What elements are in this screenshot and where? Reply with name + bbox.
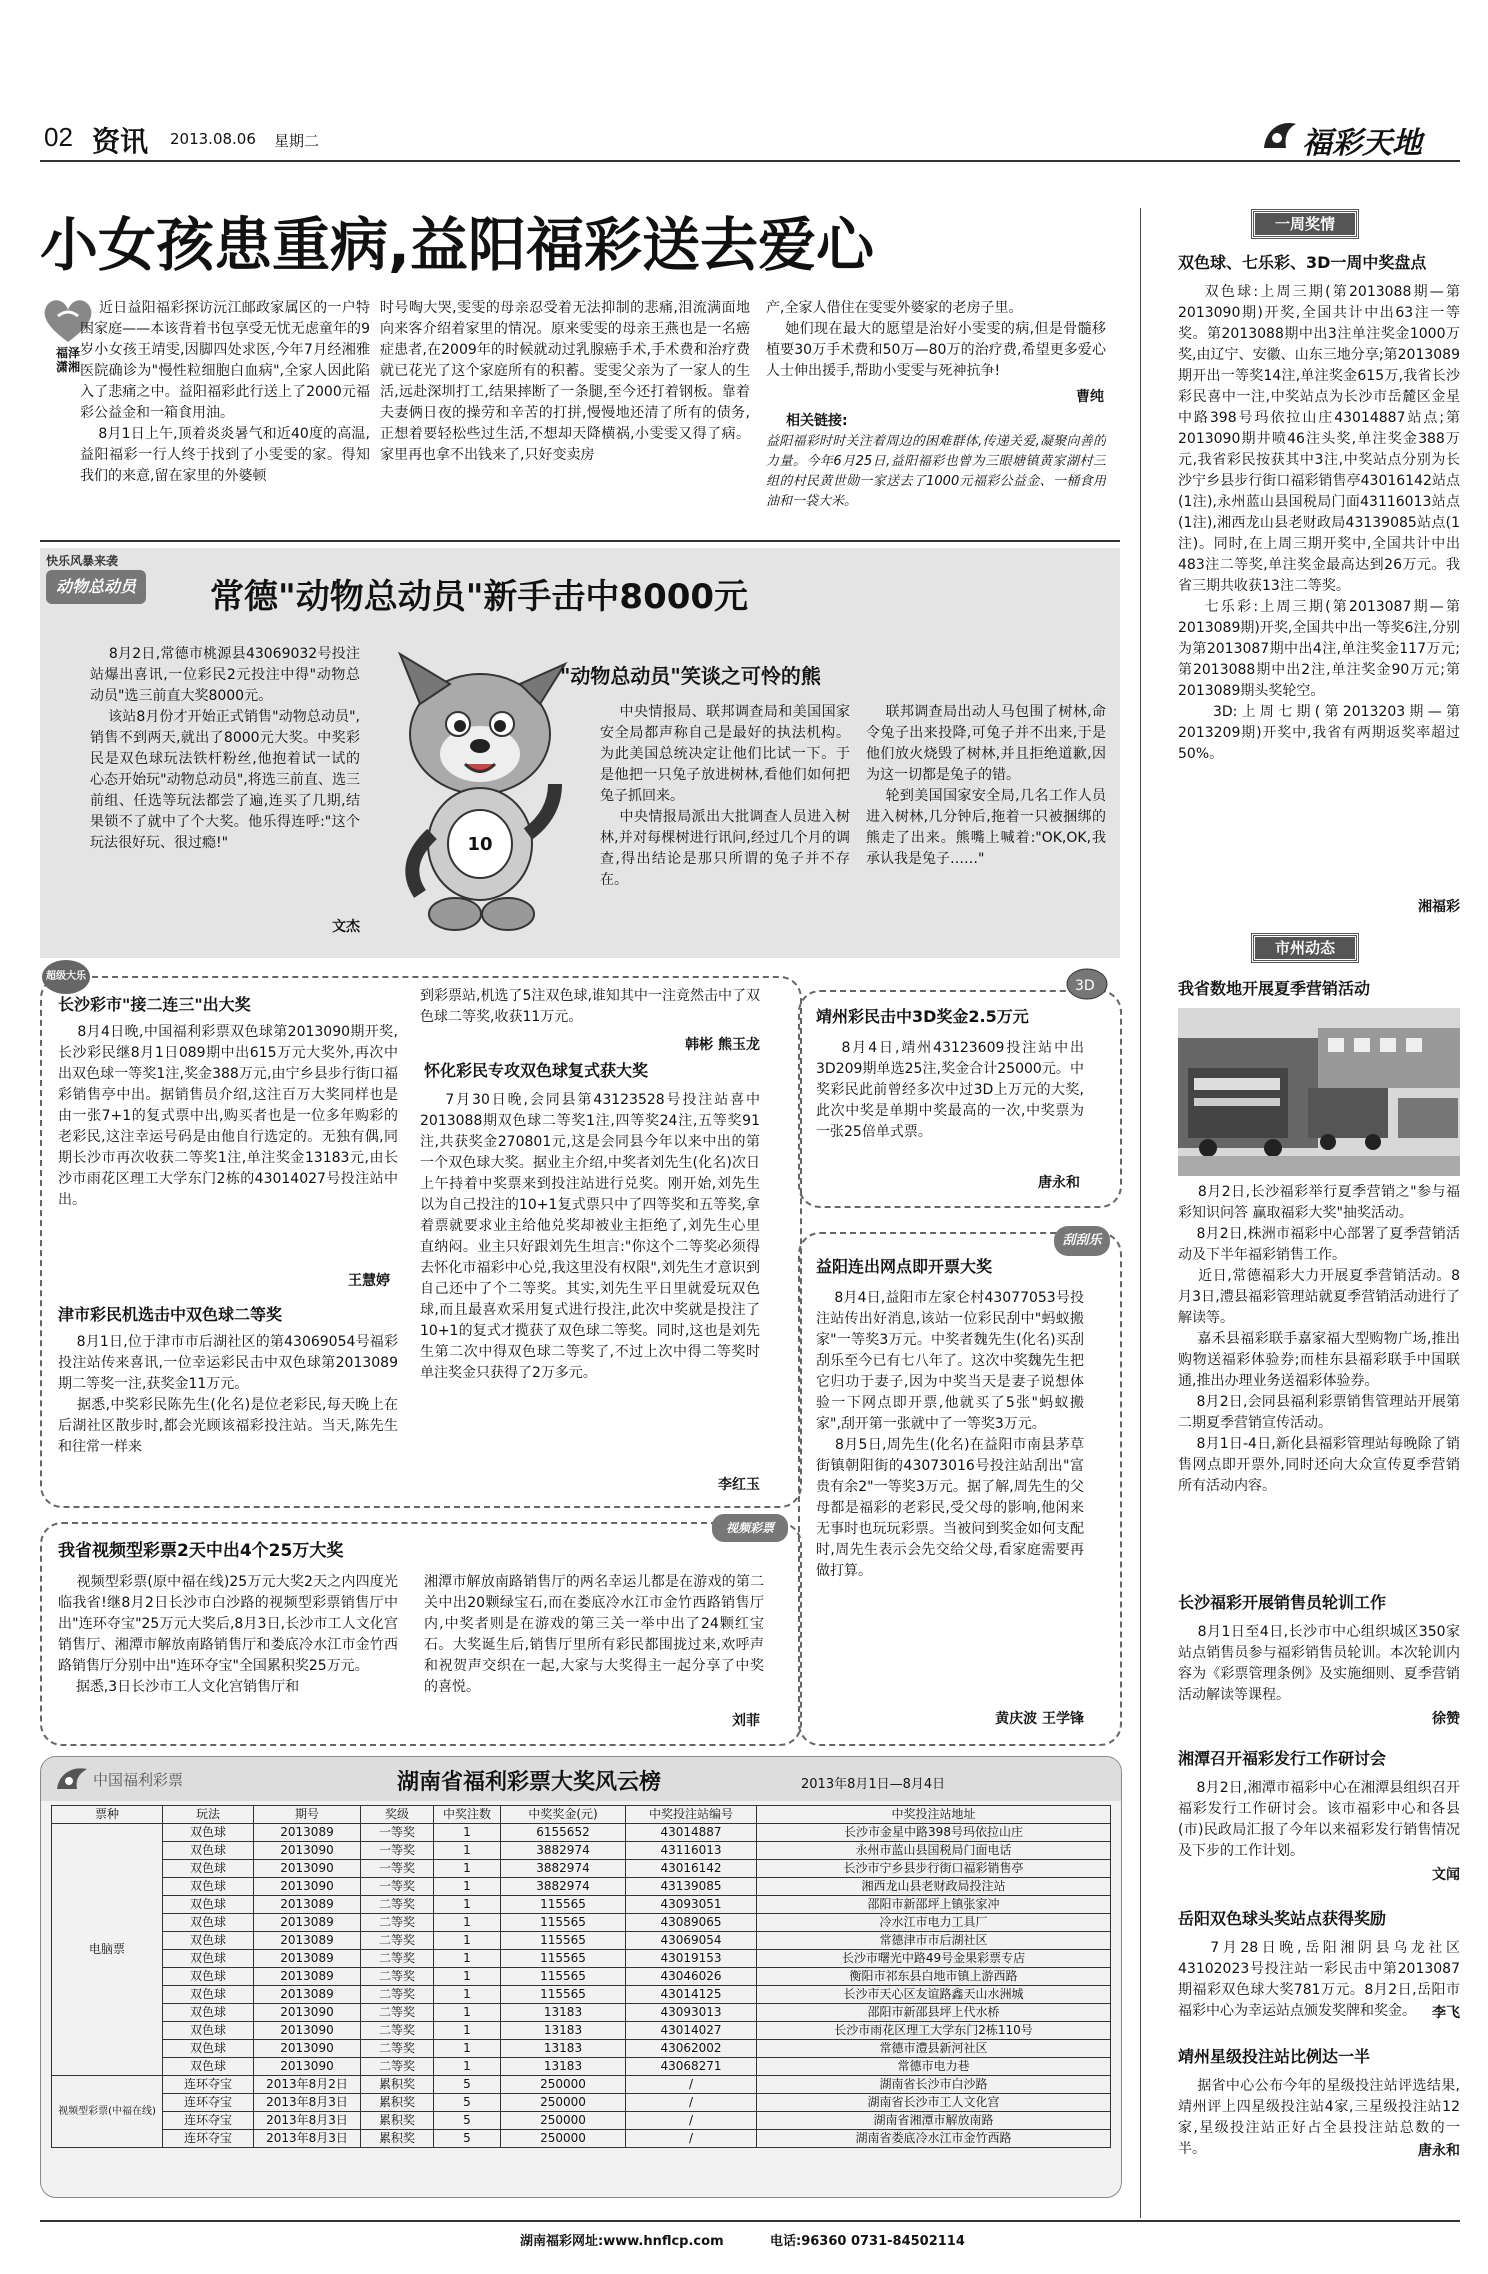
- page-header: [40, 118, 1460, 161]
- table-cell: 2013090: [254, 2004, 361, 2022]
- table-row: [52, 2112, 1111, 2130]
- table-cell: /: [626, 2112, 757, 2130]
- col-header: 玩法: [163, 1806, 254, 1824]
- table-cell: 1: [434, 1914, 501, 1932]
- table-row: [52, 1968, 1111, 1986]
- box3-byline: 黄庆波 王学锋: [995, 1711, 1084, 1727]
- table-cell: 1: [434, 1950, 501, 1968]
- table-cell: 43014125: [626, 1986, 757, 2004]
- table-cell: 湖南省娄底冷水江市金竹西路: [757, 2130, 1111, 2148]
- box2-body: 8月4日,靖州43123609投注站中出3D209期单选25注,奖金合计25000元。中奖彩民此前曾经多次中过3D上万元的大奖,此次中奖是单期中奖最高的一次,中奖票为一张25倍单式票。: [816, 1040, 1084, 1140]
- table-cell: 双色球: [163, 2040, 254, 2058]
- table-cell: 冷水江市电力工具厂: [757, 1914, 1111, 1932]
- weekly-results-tag: 一周奖情: [1252, 210, 1358, 238]
- table-cell: 长沙市宁乡县步行街口福彩销售亭: [757, 1860, 1111, 1878]
- table-cell: 连环夺宝: [163, 2094, 254, 2112]
- article1-col1: 近日益阳福彩探访沅江邮政家属区的一户特困家庭——本该背着书包享受无忧无虑童年的9岁小女孩王靖雯,因脚四处求医,今年7月经湘雅医院确诊为"慢性粒细胞白血病",全家人因此陷入了悲痛之中。益阳福彩此行送上了2000元福彩公益金和一箱食用油。 8月1日上午,顶着炎炎暑气和近40度的高温,益阳福彩一行人终于找到了小雯雯的家。得知我们的来意,留在家里的外婆顿: [80, 300, 370, 484]
- table-cell: 湖南省长沙市白沙路: [757, 2076, 1111, 2094]
- table-cell: 双色球: [163, 1968, 254, 1986]
- table-cell: 1: [434, 2058, 501, 2076]
- sidebar-s5-byline: 李飞: [1432, 2005, 1460, 2021]
- animal-col1: 8月2日,常德市桃源县43069032号投注站爆出喜讯,一位彩民2元投注中得"动物总动员"选三前直大奖8000元。 该站8月份才开始正式销售"动物总动员",销售不到两天,就出了8000元大奖。中奖彩民是双色球玩法铁杆粉丝,他抱着试一试的心态开始玩"动物总动员",将选三前直、选三前组、任选等玩法都尝了遍,连买了几期,结果锁不了就中了个大奖。他乐得连呼:"这个玩法很好玩、很过瘾!": [90, 646, 360, 851]
- table-row: [52, 2094, 1111, 2112]
- table-cell: 43014887: [626, 1824, 757, 1842]
- table-row: [52, 2022, 1111, 2040]
- promo-truck-photo: [1178, 1008, 1460, 1176]
- box1-article-b-title: 津市彩民机选击中双色球二等奖: [58, 1305, 283, 1324]
- winners-table-wrap: [51, 1805, 1111, 2148]
- related-links-title: 相关链接:: [786, 413, 848, 429]
- table-cell: 永州市蓝山县国税局门面电话: [757, 1842, 1111, 1860]
- table-cell: 连环夺宝: [163, 2076, 254, 2094]
- table-cell: 2013年8月3日: [254, 2112, 361, 2130]
- box1-badge-icon: 超级大乐: [42, 960, 90, 994]
- box1-article-c-title: 怀化彩民专攻双色球复式获大奖: [424, 1061, 649, 1080]
- footer-rule: [40, 2220, 1460, 2222]
- table-cell: 43093051: [626, 1896, 757, 1914]
- table-cell: 双色球: [163, 1914, 254, 1932]
- cwl-logo-text: 中国福利彩票: [93, 1771, 184, 1789]
- footer-site: 湖南福彩网址:www.hnflcp.com: [520, 2234, 724, 2249]
- table-row: [52, 1842, 1111, 1860]
- table-cell: 1: [434, 1824, 501, 1842]
- table-cell: 43014027: [626, 2022, 757, 2040]
- box2-byline: 唐永和: [1038, 1175, 1080, 1191]
- table-cell: 双色球: [163, 1860, 254, 1878]
- table-cell: 2013年8月3日: [254, 2094, 361, 2112]
- table-cell: /: [626, 2076, 757, 2094]
- table-cell: 双色球: [163, 1896, 254, 1914]
- table-cell: 双色球: [163, 1986, 254, 2004]
- table-cell: 1: [434, 2022, 501, 2040]
- table-cell: 250000: [501, 2130, 626, 2148]
- footer-phone: 电话:96360 0731-84502114: [770, 2234, 965, 2249]
- box2-title: 靖州彩民击中3D奖金2.5万元: [816, 1007, 1029, 1026]
- box4-col2: 湘潭市解放南路销售厅的两名幸运儿都是在游戏的第二关中出20颗绿宝石,而在娄底冷水江市金竹西路销售厅内,中奖者则是在游戏的第三关一举中出了24颗红宝石。大奖诞生后,销售厅里所有彩民都围拢过来,欢呼声和祝贺声交织在一起,大家与大奖得主一起分享了中奖的喜悦。: [424, 1574, 764, 1695]
- table-cell: 3882974: [501, 1860, 626, 1878]
- sidebar-s2-body: 8月2日,长沙福彩举行夏季营销之"参与福彩知识问答 赢取福彩大奖"抽奖活动。 8月2日,株洲市福彩中心部署了夏季营销活动及下半年福彩销售工作。 近日,常德福彩大力开展夏季营销活动。8月3日,澧县福彩管理站就夏季营销活动进行了解读等。 嘉禾县福彩联手嘉家福大型购物广场,推出购物送福彩体验券;而桂东县福彩联手中国联通,推出办理业务送福彩体验券。 8月2日,会同县福利彩票销售管理站开展第二期夏季营销宣传活动。 8月1日-4日,新化县福彩管理站每晚除了销售网点即开票外,同时还向大众宣传夏季营销所有活动内容。: [1178, 1184, 1460, 1494]
- table-cell: 2013089: [254, 1824, 361, 1842]
- sidebar-s1-byline: 湘福彩: [1418, 899, 1460, 915]
- col-header: 中奖投注站地址: [757, 1806, 1111, 1824]
- table-cell: 1: [434, 1878, 501, 1896]
- table-cell: 一等奖: [361, 1824, 434, 1842]
- table-cell: 115565: [501, 1986, 626, 2004]
- table-cell: 13183: [501, 2004, 626, 2022]
- table-cell: 常德津市市后湖社区: [757, 1932, 1111, 1950]
- table-cell: 2013090: [254, 2022, 361, 2040]
- table-cell: 双色球: [163, 1824, 254, 1842]
- col-header: 中奖奖金(元): [501, 1806, 626, 1824]
- banner-tagline: 快乐风暴来袭: [46, 554, 119, 568]
- table-cell: 1: [434, 1932, 501, 1950]
- table-cell: /: [626, 2094, 757, 2112]
- table-cell: 43116013: [626, 1842, 757, 1860]
- sidebar-s3-body: 8月1日至4日,长沙市中心组织城区350家站点销售员参与福彩销售员轮训。本次轮训内容为《彩票管理条例》及实施细则、夏季营销活动解读等课程。: [1178, 1624, 1460, 1703]
- box3-body: 8月4日,益阳市左家仑村43077053号投注站传出好消息,该站一位彩民刮中"蚂蚁搬家"一等奖3万元。中奖者魏先生(化名)买刮刮乐至今已有七八年了。这次中奖魏先生把它归功于妻子,因为中奖当天是妻子说想体验一下网点即开票,他就买了5张"蚂蚁搬家",刮开第一张就中了一等奖3万元。 8月5日,周先生(化名)在益阳市南县茅草街镇朝阳街的43073016号投注站刮出"富贵有余2"一等奖3万元。据了解,周先生的父母都是福彩的老彩民,受父母的影响,他闲来无事时也玩玩彩票。当被问到奖金如何支配时,周先生表示会先交给父母,看家庭需要再做打算。: [816, 1290, 1084, 1579]
- box1-article-b-body: 8月1日,位于津市市后湖社区的第43069054号福彩投注站传来喜讯,一位幸运彩民击中双色球第2013089期二等奖一注,获奖金11万元。 据悉,中奖彩民陈先生(化名)是位老彩民,每天晚上在后湖社区散步时,都会光顾该福彩投注站。当天,陈先生和往常一样来: [58, 1334, 398, 1455]
- table-cell: 250000: [501, 2076, 626, 2094]
- table-cell: 1: [434, 1986, 501, 2004]
- table-row: [52, 1896, 1111, 1914]
- col-header: 中奖注数: [434, 1806, 501, 1824]
- sidebar-s1-body: 双色球:上周三期(第2013088期—第2013090期)开奖,全国共计中出63注一等奖。第2013088期中出3注单注奖金1000万奖,由辽宁、安徽、山东三地分享;第2013089期开出一等奖14注,单注奖金615万,我省长沙彩民喜中一注,中奖站点为长沙市岳麓区金星中路398号玛依拉山庄43014887站点;第2013090期井喷46注头奖,单注奖金388万元,我省彩民按获其中3注,中奖站点分别为长沙宁乡县步行街口福彩销售亭43016142站点(1注),永州蓝山县国税局门面43116013站点(1注),湘西龙山县老财政局43139085站点(1注)。同时,在上周三期开奖中,全国共计中出483注二等奖,单注奖金最高达到26万元。我省三期共收获13注二等奖。 七乐彩:上周三期(第2013087期—第2013089期)开奖,全国共中出一等奖6注,分别为第2013087期中出4注,单注奖金117万元;第2013088期中出2注,单注奖金90万元;第2013089期头奖轮空。 3D:上周七期(第2013203期—第2013209期)开奖中,我省有两期返奖率超过50%。: [1178, 284, 1460, 762]
- article1-col2: 时号啕大哭,雯雯的母亲忍受着无法抑制的悲痛,泪流满面地向来客介绍着家里的情况。原来雯雯的母亲王燕也是一名癌症患者,在2009年的时候就动过乳腺癌手术,手术费和治疗费就已花光了这个家庭所有的积蓄。雯雯父亲为了一家人的生活,远赴深圳打工,结果摔断了一条腿,至今还打着钢板。靠着夫妻俩日夜的操劳和辛苦的打拼,慢慢地还清了所有的债务,正想着要轻松些过生活,不想却天降横祸,小雯雯又得了病。家里再也拿不出钱来了,只好变卖房: [380, 300, 750, 463]
- header-rule: [40, 160, 1460, 162]
- sidebar-s5-title: 岳阳双色球头奖站点获得奖励: [1178, 1909, 1387, 1928]
- table-cell: 2013089: [254, 1968, 361, 1986]
- winners-panel: [40, 1756, 1122, 2198]
- section-name: 资讯: [92, 125, 149, 158]
- fuze-logo-text: 福泽 潇湘: [55, 346, 80, 374]
- animal-headline: 常德"动物总动员"新手击中8000元: [210, 577, 749, 617]
- article1-col3: 产,全家人借住在雯雯外婆家的老房子里。 她们现在最大的愿望是治好小雯雯的病,但是骨髓移植要30万手术费和50万—80万的治疗费,希望更多爱心人士伸出援手,帮助小雯雯与死神抗争!: [766, 300, 1106, 379]
- table-cell: 5: [434, 2130, 501, 2148]
- table-cell: 双色球: [163, 2022, 254, 2040]
- joke-col2: 联邦调查局出动人马包围了树林,命令兔子出来投降,可兔子并不出来,于是他们放火烧毁了树林,并且拒绝道歉,因为这一切都是兔子的错。 轮到美国国家安全局,几名工作人员进入树林,几分钟后,拖着一只被捆绑的熊走了出来。熊嘴上喊着:"OK,OK,我承认我是兔子……": [866, 704, 1106, 867]
- box1-article-a-body: 8月4日晚,中国福利彩票双色球第2013090期开奖,长沙彩民继8月1日089期中出615万元大奖外,再次中出双色球一等奖1注,奖金388万元,由宁乡县步行街口福彩销售亭中出。据销售员介绍,这注百万大奖同样也是由一张7+1的复式票中出,购买者也是一位多年购彩的老彩民,这注幸运号码是由他自行选定的。无独有偶,同期长沙市再次收获二等奖1注,单注奖金13183元,由长沙市雨花区理工大学东门2栋的43014027号投注站中出。: [58, 1024, 398, 1208]
- box3-title: 益阳连出网点即开票大奖: [816, 1257, 993, 1276]
- table-cell: 常德市澧县新河社区: [757, 2040, 1111, 2058]
- table-cell: 115565: [501, 1950, 626, 1968]
- table-cell: 1: [434, 1842, 501, 1860]
- table-cell: 累积奖: [361, 2112, 434, 2130]
- table-cell: /: [626, 2130, 757, 2148]
- table-cell: 43046026: [626, 1968, 757, 1986]
- dog-mascot-icon: [380, 644, 580, 944]
- table-row: [52, 1932, 1111, 1950]
- table-cell: 115565: [501, 1896, 626, 1914]
- table-cell: 累积奖: [361, 2094, 434, 2112]
- table-cell: 43019153: [626, 1950, 757, 1968]
- article1-rule: [40, 540, 1120, 542]
- box1-article-a-title: 长沙彩市"接二连三"出大奖: [58, 995, 251, 1014]
- table-cell: 43139085: [626, 1878, 757, 1896]
- table-cell: 二等奖: [361, 1950, 434, 1968]
- table-row: [52, 1914, 1111, 1932]
- table-cell: 115565: [501, 1914, 626, 1932]
- table-cell: 二等奖: [361, 1968, 434, 1986]
- table-cell: 5: [434, 2076, 501, 2094]
- sidebar-s5-body: 7月28日晚,岳阳湘阴县乌龙社区43102023号投注站一彩民击中第2013087期福彩双色球大奖781万元。8月2日,岳阳市福彩中心为幸运站点颁发奖牌和奖金。: [1178, 1940, 1460, 2019]
- table-cell: 邵阳市新邵坪上镇张家冲: [757, 1896, 1111, 1914]
- sidebar-s1-title: 双色球、七乐彩、3D一周中奖盘点: [1178, 253, 1427, 272]
- table-cell: 43062002: [626, 2040, 757, 2058]
- table-cell: 2013090: [254, 2040, 361, 2058]
- table-cell: 双色球: [163, 1842, 254, 1860]
- table-cell: 二等奖: [361, 1896, 434, 1914]
- headline: 小女孩患重病,益阳福彩送去爱心: [40, 211, 875, 279]
- winners-date-range: 2013年8月1日—8月4日: [801, 1777, 946, 1792]
- cwl-logo-icon: [55, 1765, 89, 1797]
- table-cell: 长沙市雨花区理工大学东门2栋110号: [757, 2022, 1111, 2040]
- table-cell: 2013089: [254, 1932, 361, 1950]
- sidebar-s2-title: 我省数地开展夏季营销活动: [1178, 979, 1371, 998]
- table-cell: 一等奖: [361, 1878, 434, 1896]
- table-cell: 2013089: [254, 1950, 361, 1968]
- box1-article-c-byline: 李红玉: [718, 1477, 760, 1493]
- table-cell: 长沙市金星中路398号玛依拉山庄: [757, 1824, 1111, 1842]
- table-row: [52, 2130, 1111, 2148]
- table-cell: 1: [434, 1860, 501, 1878]
- table-cell: 2013090: [254, 1878, 361, 1896]
- table-cell: 累积奖: [361, 2130, 434, 2148]
- table-cell: 250000: [501, 2094, 626, 2112]
- table-cell: 双色球: [163, 1878, 254, 1896]
- table-cell: 115565: [501, 1932, 626, 1950]
- table-cell: 二等奖: [361, 2058, 434, 2076]
- box4-badge-icon: 视频彩票: [712, 1514, 788, 1542]
- table-cell: 湖南省湘潭市解放南路: [757, 2112, 1111, 2130]
- table-cell: 1: [434, 2004, 501, 2022]
- table-cell: 一等奖: [361, 1842, 434, 1860]
- col-header: 票种: [52, 1806, 163, 1824]
- winners-title: 湖南省福利彩票大奖风云榜: [397, 1770, 662, 1795]
- article1-byline: 曹纯: [1076, 389, 1104, 405]
- table-cell: 2013090: [254, 1860, 361, 1878]
- table-cell: 2013089: [254, 1914, 361, 1932]
- table-row: [52, 1860, 1111, 1878]
- table-cell: 1: [434, 1896, 501, 1914]
- table-cell: 43093013: [626, 2004, 757, 2022]
- table-row: [52, 1878, 1111, 1896]
- table-cell: 43089065: [626, 1914, 757, 1932]
- winners-table-header: [52, 1806, 1111, 1824]
- joke-title: "动物总动员"笑谈之可怜的熊: [560, 664, 821, 688]
- ticket-type-cell: 视频型彩票(中福在线): [52, 2076, 163, 2148]
- table-cell: 二等奖: [361, 2040, 434, 2058]
- animal-section: [40, 548, 1120, 958]
- table-cell: 二等奖: [361, 2022, 434, 2040]
- box1-article-c-body: 7月30日晚,会同县第43123528号投注站喜中2013088期双色球二等奖1注,四等奖24注,五等奖91注,共获奖金270801元,这是会同县今年以来中出的第一个双色球大奖。据业主介绍,中奖者刘先生(化名)次日上午持着中奖票来到投注站进行兑奖。刚开始,刘先生以为自己投注的10+1复式票只中了四等奖和五等奖,拿着票就要求业主给他兑奖却被业主拒绝了,刘先生心里直纳闷。业主只好跟刘先生坦言:"你这个二等奖必须得去怀化市福彩中心兑,我这里没有权限",刘先生才意识到自己还中了个二等奖。其实,刘先生平日里就爱玩双色球,而且最喜欢采用复式进行投注,此次中奖就是投注了10+1的复式才揽获了双色球二等奖。同时,这也是刘先生第二次中得双色球二等奖了,不过上次中得二等奖时单注奖金只获得了2万多元。: [420, 1092, 760, 1381]
- box4-title: 我省视频型彩票2天中出4个25万大奖: [58, 1541, 344, 1561]
- table-cell: 13183: [501, 2040, 626, 2058]
- table-cell: 3882974: [501, 1842, 626, 1860]
- table-cell: 43016142: [626, 1860, 757, 1878]
- table-cell: 250000: [501, 2112, 626, 2130]
- issue-date: 2013.08.06: [170, 130, 256, 148]
- table-row: [52, 2076, 1111, 2094]
- box1-article-c-top: 到彩票站,机选了5注双色球,谁知其中一注竟然击中了双色球二等奖,收获11万元。: [420, 988, 760, 1025]
- col-header: 中奖投注站编号: [626, 1806, 757, 1824]
- table-cell: 2013089: [254, 1986, 361, 2004]
- table-row: [52, 1950, 1111, 1968]
- svg-text:3D: 3D: [1075, 978, 1095, 994]
- issue-weekday: 星期二: [274, 132, 320, 150]
- winners-table: [51, 1805, 1111, 2148]
- table-cell: 1: [434, 1968, 501, 1986]
- sidebar-s3-title: 长沙福彩开展销售员轮训工作: [1178, 1593, 1387, 1612]
- table-cell: 湖南省长沙市工人文化宫: [757, 2094, 1111, 2112]
- col-header: 奖级: [361, 1806, 434, 1824]
- sidebar-s6-byline: 唐永和: [1418, 2143, 1460, 2159]
- table-cell: 43069054: [626, 1932, 757, 1950]
- table-cell: 连环夺宝: [163, 2112, 254, 2130]
- table-cell: 二等奖: [361, 1932, 434, 1950]
- table-cell: 连环夺宝: [163, 2130, 254, 2148]
- table-cell: 二等奖: [361, 2004, 434, 2022]
- table-row: [52, 2040, 1111, 2058]
- table-cell: 5: [434, 2112, 501, 2130]
- sidebar-s3-byline: 徐赞: [1432, 1711, 1460, 1727]
- masthead-title: 福彩天地: [1302, 126, 1422, 161]
- table-cell: 一等奖: [361, 1860, 434, 1878]
- column-divider: [1140, 208, 1141, 2218]
- col-header: 期号: [254, 1806, 361, 1824]
- related-links-body: 益阳福彩时时关注着周边的困难群体,传递关爱,凝聚向善的力量。今年6月25日,益阳福彩也曾为三眼塘镇黄家湖村三组的村民黄世勋一家送去了1000元福彩公益金、一桶食用油和一袋大米。: [766, 434, 1106, 509]
- table-cell: 2013090: [254, 2058, 361, 2076]
- table-cell: 双色球: [163, 2058, 254, 2076]
- animal-banner-logo: 动物总动员: [46, 570, 146, 604]
- box1-article-c-top-byline: 韩彬 熊玉龙: [685, 1037, 760, 1053]
- table-row: [52, 2004, 1111, 2022]
- table-cell: 2013年8月2日: [254, 2076, 361, 2094]
- box4-byline: 刘菲: [732, 1713, 760, 1729]
- table-cell: 衡阳市祁东县白地市镇上游西路: [757, 1968, 1111, 1986]
- masthead-logo-icon: [1260, 118, 1300, 158]
- box3-badge-icon: 刮刮乐: [1054, 1226, 1110, 1256]
- joke-col1: 中央情报局、联邦调查局和美国国家安全局都声称自己是最好的执法机构。为此美国总统决定让他们比试一下。于是他把一只兔子放进树林,看他们如何把兔子抓回来。 中央情报局派出大批调查人员进入树林,并对每棵树进行讯问,经过几个月的调查,得出结论是那只所谓的兔子并不存在。: [600, 704, 850, 888]
- table-cell: 2013090: [254, 1842, 361, 1860]
- table-cell: 长沙市曙光中路49号金果彩票专店: [757, 1950, 1111, 1968]
- table-cell: 累积奖: [361, 2076, 434, 2094]
- table-cell: 常德市电力巷: [757, 2058, 1111, 2076]
- table-cell: 5: [434, 2094, 501, 2112]
- table-row: [52, 1824, 1111, 1842]
- box1-article-a-byline: 王慧婷: [348, 1273, 390, 1289]
- table-cell: 115565: [501, 1968, 626, 1986]
- table-cell: 3882974: [501, 1878, 626, 1896]
- city-news-tag: 市州动态: [1252, 934, 1358, 962]
- table-cell: 双色球: [163, 2004, 254, 2022]
- table-row: [52, 2058, 1111, 2076]
- table-cell: 湘西龙山县老财政局投注站: [757, 1878, 1111, 1896]
- sidebar-s4-body: 8月2日,湘潭市福彩中心在湘潭县组织召开福彩发行工作研讨会。该市福彩中心和各县(市)民政局汇报了今年以来福彩发行销售情况及下步的工作计划。: [1178, 1780, 1460, 1859]
- table-cell: 邵阳市新邵县坪上代水桥: [757, 2004, 1111, 2022]
- box2-ball-icon: [1064, 966, 1110, 1006]
- sidebar-s6-title: 靖州星级投注站比例达一半: [1178, 2047, 1371, 2066]
- table-cell: 43068271: [626, 2058, 757, 2076]
- ticket-type-cell: 电脑票: [52, 1824, 163, 2076]
- table-row: [52, 1986, 1111, 2004]
- page-number: 02: [44, 122, 73, 152]
- animal-byline: 文杰: [332, 919, 360, 935]
- sidebar-s6-body: 据省中心公布今年的星级投注站评选结果,靖州评上四星级投注站4家,三星级投注站12家,星级投注站正好占全县投注站总数的一半。: [1178, 2078, 1460, 2157]
- table-cell: 2013089: [254, 1896, 361, 1914]
- mascot-jersey-number: 10: [467, 834, 493, 855]
- table-cell: 二等奖: [361, 1914, 434, 1932]
- table-cell: 6155652: [501, 1824, 626, 1842]
- table-cell: 双色球: [163, 1932, 254, 1950]
- table-cell: 双色球: [163, 1950, 254, 1968]
- table-cell: 二等奖: [361, 1986, 434, 2004]
- box4-col1: 视频型彩票(原中福在线)25万元大奖2天之内四度光临我省!继8月2日长沙市白沙路的视频型彩票销售厅中出"连环夺宝"25万元大奖后,8月3日,长沙市工人文化宫销售厅、湘潭市解放南路销售厅和娄底冷水江市金竹西路销售厅分别中出"连环夺宝"全国累积奖25万元。 据悉,3日长沙市工人文化宫销售厅和: [58, 1574, 398, 1695]
- table-cell: 2013年8月3日: [254, 2130, 361, 2148]
- table-cell: 长沙市天心区友谊路鑫天山水洲城: [757, 1986, 1111, 2004]
- table-cell: 13183: [501, 2022, 626, 2040]
- sidebar-s4-byline: 文闻: [1432, 1867, 1460, 1883]
- table-cell: 13183: [501, 2058, 626, 2076]
- sidebar-s4-title: 湘潭召开福彩发行工作研讨会: [1178, 1749, 1387, 1768]
- table-cell: 1: [434, 2040, 501, 2058]
